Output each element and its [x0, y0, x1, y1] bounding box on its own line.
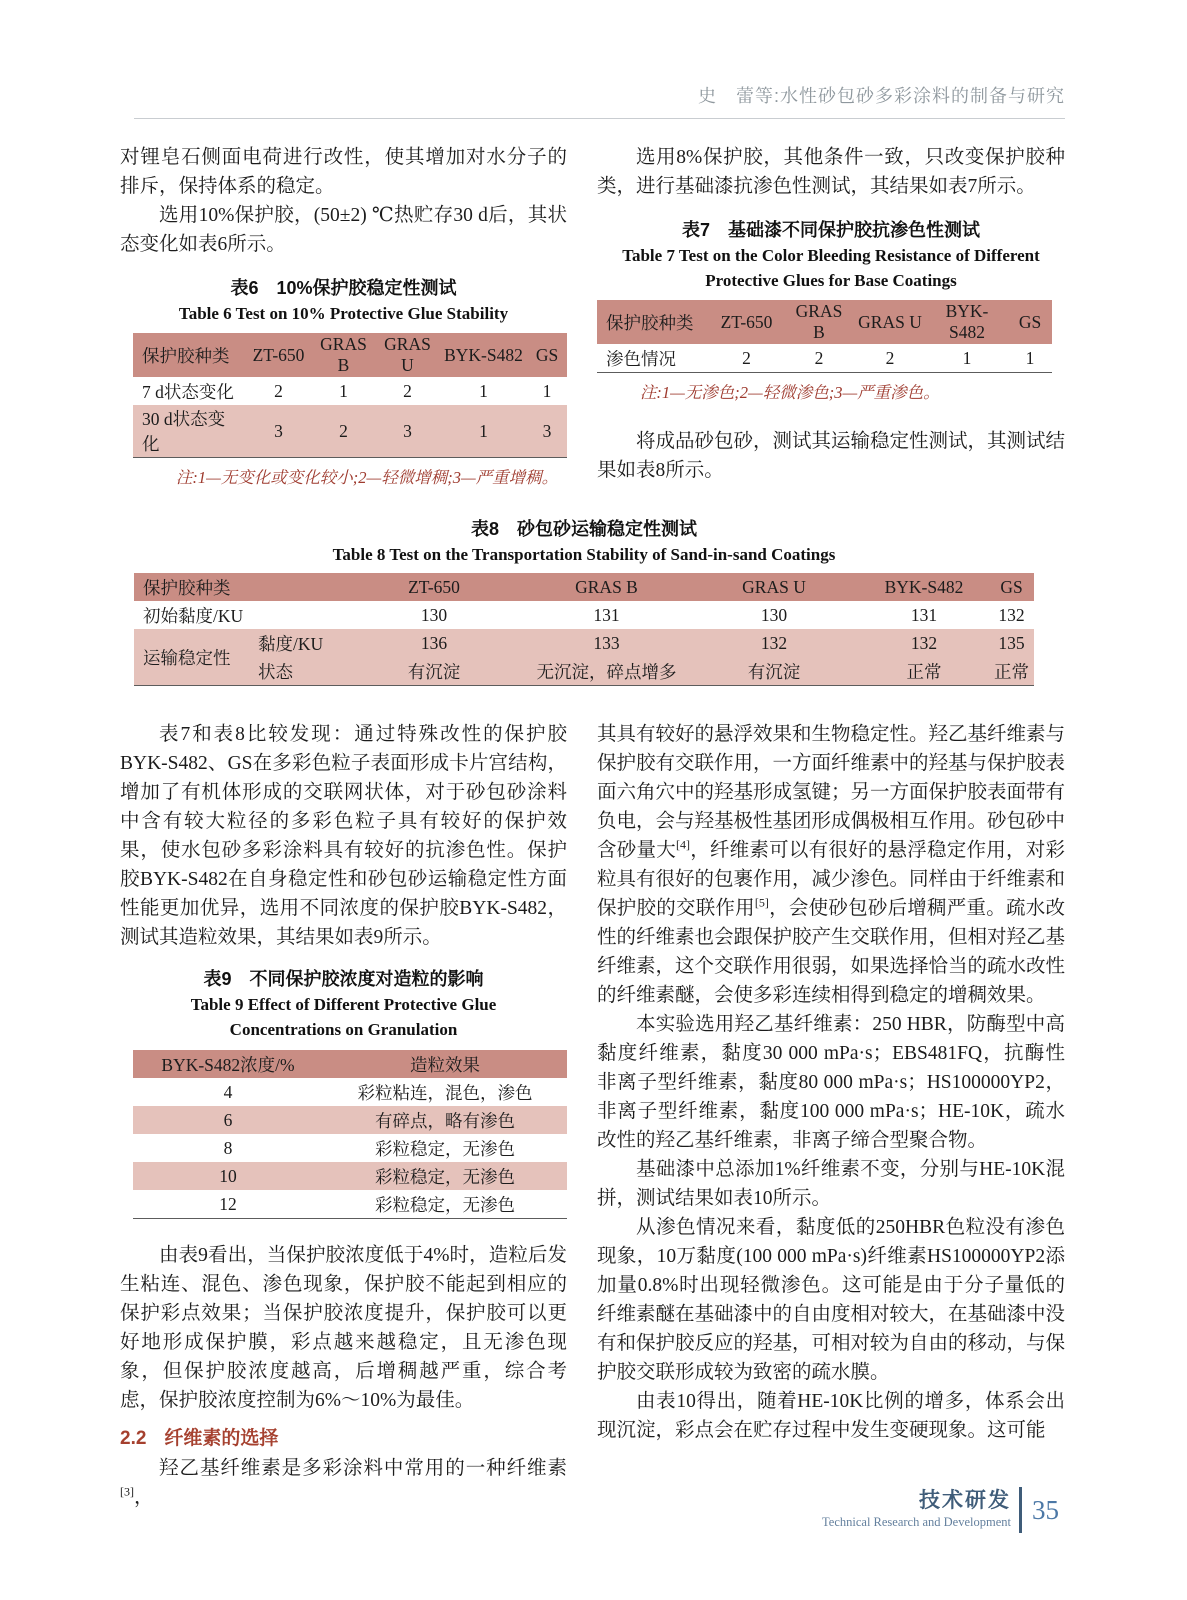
table-cell: 8 [223, 1137, 233, 1158]
table-cell: ZT-650 [709, 300, 784, 344]
table-cell: GRAS B [784, 300, 854, 344]
table-cell: ZT-650 [245, 333, 312, 377]
reference-5: [5] [754, 895, 769, 910]
table-cell: 2 [274, 380, 283, 401]
table-cell: 130 [420, 604, 448, 625]
table-cell: 保护胶种类 [597, 300, 709, 344]
paragraph: 由表10得出，随着HE-10K比例的增多，体系会出现沉淀，彩点会在贮存过程中发生变硬现象。这可能 [597, 1391, 1065, 1441]
table-row [597, 300, 1052, 344]
table-row [133, 333, 567, 377]
table-cell: 1 [440, 405, 527, 458]
right-column-top [597, 143, 1065, 490]
left-column-bottom [120, 720, 567, 1512]
table-cell: 1 [542, 380, 552, 401]
table-cell: GRAS U [375, 333, 440, 377]
table-cell: 造粒效果 [323, 1050, 567, 1078]
page-number: 35 [1032, 1494, 1059, 1525]
table-cell: 10 [133, 1162, 323, 1190]
table-cell: 2 [885, 347, 895, 368]
table-cell: 4 [223, 1081, 233, 1102]
reference-4: [4] [675, 837, 690, 852]
table-cell: 渗色情况 [606, 348, 676, 369]
table-cell: 2 [312, 405, 375, 458]
table-cell: 状态 [249, 657, 344, 686]
table7-caption-en-1: Table 7 Test on the Color Bleeding Resistance of Different [622, 246, 1040, 265]
table-cell: BYK-S482 [440, 333, 527, 377]
table9-caption-cn: 表9 不同保护胶浓度对造粒的影响 [203, 969, 484, 989]
table-row [133, 1106, 567, 1134]
table-cell: 1 [1025, 347, 1035, 368]
table-cell: 有沉淀 [689, 657, 859, 686]
left-column-top [120, 143, 567, 490]
table-cell: 131 [910, 604, 938, 625]
table-row [133, 405, 567, 458]
table8-block [134, 516, 1034, 686]
table-cell: 6 [133, 1106, 323, 1134]
table9-caption-en-1: Table 9 Effect of Different Protective Glue [190, 995, 497, 1014]
table-cell: GRAS U [689, 573, 859, 601]
table-row [134, 601, 1034, 629]
paragraph-text: ， [134, 1487, 154, 1508]
table-cell: 132 [859, 629, 989, 657]
table-cell: 3 [375, 405, 440, 458]
table-cell: 黏度/KU [249, 629, 344, 657]
table-cell: GRAS U [854, 300, 926, 344]
table-cell: 7 d状态变化 [142, 381, 234, 402]
table-row [134, 573, 1034, 601]
table8-caption-en: Table 8 Test on the Transportation Stability of Sand-in-sand Coatings [332, 545, 836, 564]
table-row [134, 629, 1034, 657]
paragraph-text: ，会使砂包砂后增稠严重。疏水改性的纤维素也会跟保护胶产生交联作用，但相对羟乙基纤维素，这个交联作用很弱，如果选择恰当的疏水改性的纤维素醚，会使多彩连续相得到稳定的增稠效果。 [597, 898, 1066, 1006]
table-cell: 保护胶种类 [133, 333, 245, 377]
paragraph [120, 1454, 567, 1512]
paragraph: 将成品砂包砂，测试其运输稳定性测试，其测试结果如表8所示。 [597, 431, 1066, 481]
table-cell: 1 [962, 347, 972, 368]
table-cell: ZT-650 [344, 573, 524, 601]
table-cell: 132 [998, 604, 1025, 625]
footer-section-cn: 技术研发 [919, 1489, 1011, 1512]
table-cell: 2 [742, 347, 751, 368]
table-cell: 3 [245, 405, 312, 458]
table6-caption-cn: 表6 10%保护胶稳定性测试 [230, 278, 457, 298]
table-cell: 正常 [989, 657, 1034, 686]
paragraph: 对锂皂石侧面电荷进行改性，使其增加对水分子的排斥，保持体系的稳定。 [120, 147, 567, 197]
footer-section-labels [822, 1489, 1011, 1531]
table-row [133, 1078, 567, 1106]
paragraph: 选用10%保护胶，(50±2) ℃热贮存30 d后，其状态变化如表6所示。 [120, 205, 567, 255]
table-cell: 有碎点，略有渗色 [323, 1106, 567, 1134]
table6-note: 注:1—无变化或变化较小;2—轻微增稠;3—严重增稠。 [175, 468, 559, 487]
paragraph: 从渗色情况来看，黏度低的250HBR色粒没有渗色现象，10万黏度(100 000 mPa·s)纤维素HS100000YP2添加量0.8%时出现轻微渗色。这可能是由于分子量低的纤维素醚在基础漆中的自由度相对较大，在基础漆中没有和保护胶反应的羟基，可相对较为自由的移动，与保护胶交联形成较为致密的疏水膜。 [597, 1217, 1066, 1383]
table-row [134, 657, 1034, 686]
table-7 [597, 300, 1052, 373]
table-row [597, 344, 1052, 373]
table-cell: 1 [339, 380, 348, 401]
table-cell: BYK-S482 [859, 573, 989, 601]
table-cell: 30 d状态变化 [133, 405, 245, 458]
table6-wrap [133, 333, 567, 490]
table-row [133, 1050, 567, 1078]
table-cell: 135 [989, 629, 1034, 657]
columns-top [120, 143, 1065, 490]
running-head: 史 蕾等:水性砂包砂多彩涂料的制备与研究 [698, 86, 1065, 106]
section-heading-2-2 [120, 1424, 567, 1454]
table-cell: 保护胶种类 [134, 573, 344, 601]
table9-wrap [133, 1050, 567, 1219]
paragraph: 选用8%保护胶，其他条件一致，只改变保护胶种类，进行基础漆抗渗色性测试，其结果如表7所示。 [597, 147, 1065, 197]
table8-caption-cn: 表8 砂包砂运输稳定性测试 [470, 519, 697, 539]
footer-divider [1019, 1487, 1022, 1533]
table-cell: BYK-S482 [926, 300, 1008, 344]
table-cell: 132 [689, 629, 859, 657]
table-cell: 彩粒粘连，混色，渗色 [357, 1082, 533, 1103]
table-row [133, 1190, 567, 1219]
table9-caption-en-2: Concentrations on Granulation [229, 1020, 458, 1039]
table-cell: 运输稳定性 [134, 629, 249, 686]
paragraph-text: 羟乙基纤维素是多彩涂料中常用的一种纤维素 [159, 1458, 567, 1479]
table-cell: 131 [593, 604, 620, 625]
table-cell: GRAS B [312, 333, 375, 377]
header-rule [134, 118, 1065, 119]
table-cell: BYK-S482浓度/% [133, 1050, 323, 1078]
table-8 [134, 573, 1034, 686]
table-cell: GRAS B [524, 573, 689, 601]
table-row [133, 377, 567, 405]
paragraph: 本实验选用羟乙基纤维素：250 HBR，防酶型中高黏度纤维素，黏度30 000 mPa·s；EBS481FQ，抗酶性非离子型纤维素，黏度80 000 mPa·s；HS100000YP2，非离子型纤维素，黏度100 000 mPa·s；HE-10K，疏水改性的羟乙基纤维素，非离子缔合型聚合物。 [597, 1014, 1065, 1151]
table-row [133, 1134, 567, 1162]
right-column-bottom [597, 720, 1065, 1512]
footer-section-en: Technical Research and Development [822, 1515, 1011, 1529]
section-number: 2.2 [120, 1428, 147, 1449]
table-cell: 正常 [859, 657, 989, 686]
paragraph [597, 720, 1065, 1010]
table-6 [133, 333, 567, 458]
table-cell: 2 [814, 347, 824, 368]
table7-caption-cn: 表7 基础漆不同保护胶抗渗色性测试 [681, 220, 980, 240]
columns-bottom [120, 720, 1065, 1512]
table-cell: 136 [344, 629, 524, 657]
table-cell: 3 [527, 405, 567, 458]
paragraph: 表7和表8比较发现：通过特殊改性的保护胶BYK-S482、GS在多彩色粒子表面形成卡片宫结构，增加了有机体形成的交联网状体，对于砂包砂涂料中含有较大粒径的多彩色粒子具有较好的保护效果，使水包砂多彩涂料具有较好的抗渗色性。保护胶BYK-S482在自身稳定性和砂包砂运输稳定性方面性能更加优异，选用不同浓度的保护胶BYK-S482，测试其造粒效果，其结果如表9所示。 [120, 724, 567, 948]
table-cell: 2 [403, 380, 412, 401]
table6-caption-en: Table 6 Test on 10% Protective Glue Stability [178, 304, 509, 323]
table-cell: 133 [524, 629, 689, 657]
paragraph-text: ，纤维素可以有很好的悬浮稳定作用，对彩粒具有很好的包裹作用，减少渗色。同样由于纤维素和保护胶的交联作用 [597, 840, 1066, 919]
table-row [133, 1162, 567, 1190]
table-cell: 彩粒稳定，无渗色 [323, 1162, 567, 1190]
table-cell: GS [1008, 300, 1052, 344]
table-cell: 有沉淀 [344, 657, 524, 686]
table-cell: 初始黏度/KU [143, 605, 244, 626]
table-cell: GS [989, 573, 1034, 601]
paragraph: 基础漆中总添加1%纤维素不变，分别与HE-10K混拼，测试结果如表10所示。 [597, 1159, 1065, 1209]
page-footer [822, 1487, 1059, 1533]
table-cell: GS [527, 333, 567, 377]
table-cell: 130 [760, 604, 788, 625]
table-cell: 1 [479, 380, 488, 401]
paragraph: 由表9看出，当保护胶浓度低于4%时，造粒后发生粘连、混色、渗色现象，保护胶不能起到相应的保护彩点效果；当保护胶浓度提升，保护胶可以更好地形成保护膜，彩点越来越稳定，且无渗色现象，但保护胶浓度越高，后增稠越严重，综合考虑，保护胶浓度控制为6%～10%为最佳。 [120, 1245, 567, 1411]
table-9 [133, 1050, 567, 1219]
table-cell: 无沉淀，碎点增多 [524, 657, 689, 686]
reference-3: [3] [120, 1484, 134, 1499]
section-title: 纤维素的选择 [164, 1428, 279, 1449]
paragraph-text: 其具有较好的悬浮效果和生物稳定性。羟乙基纤维素与保护胶有交联作用，一方面纤维素中的羟基与保护胶表面六角穴中的羟基形成氢键；另一方面保护胶表面带有负电，会与羟基极性基团形成偶极相互作用。砂包砂中含砂量大 [597, 724, 1066, 861]
table-cell: 彩粒稳定，无渗色 [375, 1138, 515, 1159]
table7-caption-en-2: Protective Glues for Base Coatings [705, 271, 957, 290]
table-cell: 彩粒稳定，无渗色 [375, 1194, 515, 1215]
table-cell: 12 [219, 1193, 237, 1214]
table7-note: 注:1—无渗色;2—轻微渗色;3—严重渗色。 [639, 383, 940, 402]
